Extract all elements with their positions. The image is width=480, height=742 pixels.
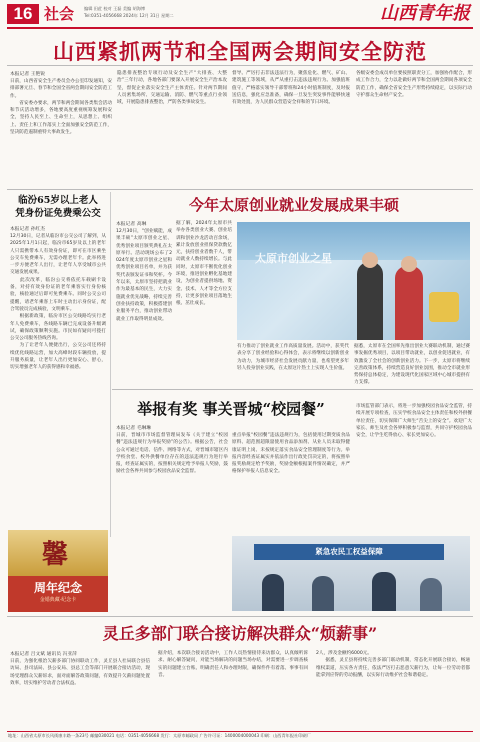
article4-col3: 市场监管部门表示，将进一步加强校园食品安全监管，持续开展专项检查，压实学校食品安全主体责任和校外供餐单位责任，切实保障广大师生“舌尖上的安全”。欢迎广大家长、师生及社会各界积极参与监督，共同守护校园食品安全，让学生吃得放心、家长更加安心。: [356, 404, 472, 439]
person-figure: [395, 266, 423, 340]
article4-col2: 重点举报“校园餐”违法违规行为，包括使用过期变质食品原料、超范围超限量使用食品添加剂、从业人员未取得健康证明上岗、未按规定落实食品安全管理制度等行为。举报内容经查证属实并依法作出行政处罚决定的，将按照举报奖励规定给予奖励，奖励金额根据案件情况确定，并严格保护举报人信息安全。: [232, 433, 350, 475]
article3-col2: 据了解，2024年太原市共举办各类创业大赛、创业培训和创业沙龙活动百余场，累计发放创业担保贷款数亿元，扶持创业者数千人，带动就业人数持续增长。与此同时，太原市不断优化创业环境，推进创业孵化基地建设，为创业者提供场地、资金、技术、人才等全方位支持，让更多创业项目落地生根、茁壮成长。: [176, 221, 232, 307]
person-figure: [420, 578, 442, 611]
article2-title-line1: 临汾65岁以上老人: [18, 195, 98, 206]
ad-subtitle: 金婚典藏·纪念卡: [39, 597, 77, 603]
article3-col3: 有力推动了创业就业工作高质量发展。活动中，获奖代表分享了创业经验和心得体会，表示将继续以创新创业为动力，为城市经济社会发展贡献力量，也希望更多年轻人投身创业实践，在太原这片热土上实现人生价值。: [237, 344, 349, 371]
person-figure: [357, 262, 383, 340]
article4-title: 举报有奖 事关晋城“校园餐”: [137, 400, 325, 418]
footer-rule: [7, 731, 473, 732]
header-rule: [7, 27, 473, 29]
article5-title: 灵丘多部门联合接访解决群众“烦薪事”: [102, 624, 378, 643]
article2-title-line2: 凭身份证免费乘公交: [15, 208, 101, 219]
article3-col1: 12月30日，“创业赋能，成果丰硕”太原市创业之星、优秀创业项目颁奖典礼在太原举行。活动现场公布了2024年度太原市创业之星和优秀创业项目名单，并为获奖代表颁发证书和奖杯。今年以来，太原市坚持把就业作为最基本的民生，大力实施就业优先战略，持续完善创业扶持政策，积极搭建创业服务平台，推动创业带动就业工作取得明显成效。: [116, 229, 172, 322]
article3-title: 今年太原创业就业发展成果丰硕: [188, 196, 399, 214]
article5-col1: 日前，为强化根治欠薪多部门协同联动工作，灵丘县人社局联合县信访局、县司法局、县公安局、县总工会等部门开展联合接访活动，现场受理群众欠薪诉求，面对面解答政策问题，有效提升欠薪问题处置效率，切实维护劳动者合法权益。: [10, 659, 150, 686]
article5-photo: [232, 536, 470, 611]
photo-banner: 紧急农民工权益保障: [254, 544, 444, 560]
person-head: [362, 252, 378, 268]
article3-col4: 据悉，太原市在全国率先推出创业大赛联动机制，通过赛事发掘优秀项目，以项目带动就业，以创业促进就业，有效激发了全社会的创新创业活力。下一步，太原市将继续完善政策体系，持续营造良好创业氛围，推动全市就业形势保持总体稳定，为建设现代化国家区域中心城市提供有力支撑。: [354, 344, 470, 385]
article4-byline: 本报记者 毛琳琳: [116, 426, 152, 431]
article1-col4: 各级安委会成员单位要按照职责分工，加强协作配合，形成工作合力，全力以赴做好两节和全国两会期间各项安全防范工作，确保全省安全生产形势持续稳定，以实际行动守护群众生命财产安全。: [356, 71, 472, 98]
article5-col3: 2人，涉及金额约6000元。 据悉，灵丘县将持续完善多部门联动机制，常态化开展联合接访，畅通维权渠道，压实各方责任，依法严厉打击恶意欠薪行为，让每一位劳动者都能拿到应得的劳动报酬，以实际行动维护社会和谐稳定。: [316, 651, 470, 678]
article5-byline: 本报记者 吕文斌 通讯员 冯亚萍: [10, 652, 77, 657]
contact-line: Tel:0351-4056668 2024年 12月 31日 星期二: [84, 13, 174, 18]
photo-banner-text: 太原市创业之星: [255, 252, 332, 265]
certificate: [429, 292, 459, 322]
person-figure: [312, 576, 334, 611]
article5-col2: 据介绍，本次联合接访活动中，工作人员热情接待来访群众，认真倾听诉求、耐心解答疑问，对能当场解决的问题当场办结，对需要进一步调查核实的问题建立台账、明确责任人和办理时限，确保件件有着落、事事有回音。: [158, 651, 308, 678]
ad-title: 周年纪念: [33, 581, 82, 595]
article2-body: 12月30日，记者从临汾市公交公司了解到，从2025年1月1日起，临汾市65岁及以上的老年人只需携带本人有效身份证，即可在市区乘坐公交车免费乘车，无需办理老年卡。此举将进一步方便老年人出行，让老年人享受城市公共交通发展成果。 此次改革，临汾公交将依托车载刷卡设备，对持有效身份证的老年乘客实行身份核验，核验通过后即可免费乘车。同时公交公司提醒，请老年乘客上车时主动出示身份证，配合驾驶员完成核验，文明乘车。 根据新政策，临汾市区公交线路均实行老年人免费乘车，各线路车辆已完成设备升级调试，确保政策顺利实施。市民如有疑问可拨打公交公司服务热线咨询。 为了让老年人便捷出行，公交公司还将持续优化线路运营，加大高峰时段车辆投放，提升服务质量，让老年人出行更加安心、舒心，切实增强老年人的获得感和幸福感。: [10, 234, 106, 371]
divider: [112, 389, 473, 390]
article1-col2: 隐患排查整治专项行动及安全生产“大排查、大整治”三年行动，各地各部门要深入开展安全生产治本攻坚，督促企业落实安全生产主体责任。针对两节期间人员密集场所、交通运输、消防、燃气等重点行业领域，开展隐患排查整治，严防各类事故发生。: [117, 71, 227, 106]
newspaper-logo: 山西青年报: [380, 3, 470, 24]
article1-col1: 日前，山西省安全生产委员会办公室印发通知，安排部署元旦、春节和全国全省两会期间安全防范工作。 省安委办要求，两节和两会期间各类集会活动和节庆活动增多，各地要高度重视统筹发展和安全，坚持人民至上、生命至上，从思想上、组织上、责任上和工作落实上全面加强安全防范工作，坚决防范遏制重特大事故发生。: [10, 79, 112, 136]
person-figure: [372, 572, 396, 611]
article2-byline: 本报记者 孙红杰: [10, 227, 46, 232]
article3-byline: 本报记者 高琳: [116, 222, 147, 227]
article4-col1: 日前，晋城市市场监督管理局发布《关于建立“校园餐”违法违规行为举报奖励”的公告》。根据公告，社会公众可通过电话、信件、网络等方式，对晋城市辖区内学校食堂、校外供餐单位存在的违法违规行为进行举报，经查证属实的，按照相关规定给予举报人奖励，鼓励社会各界共同参与校园食品安全监督。: [116, 433, 228, 475]
person-figure: [262, 574, 284, 611]
article1-byline: 本报记者 王艳锐: [10, 72, 46, 77]
column-divider: [110, 192, 111, 537]
section-title: 社会: [44, 5, 75, 23]
person-head: [401, 256, 417, 272]
editors-line: 编辑 田荭 校对 王磊 美编 胡海博: [84, 6, 146, 11]
article1-col3: 督导。严厉打击非法违法行为，聚焦危化、燃气、矿山、建筑施工等领域，从严从重打击违法违规行为。加强值班值守，严格落实领导干部带班和24小时值班制度，及时报送信息，强化应急准备，确保一旦发生突发事件能够快速有效处置，为人民群众营造安全祥和的节日环境。: [232, 71, 350, 106]
footer-info: 地址：山西省太原市长风街康丰路一条23号 邮编030021 电话：0351-4056668 发行：太原市邮政局 广告许可证：1400004000043 印刷：山西青年报社印刷厂: [8, 733, 311, 738]
main-headline: 山西紧抓两节和全国两会期间安全防范: [53, 39, 427, 64]
anniversary-ad[interactable]: [8, 530, 108, 612]
ad-big-character: 馨: [42, 540, 69, 570]
divider: [7, 616, 473, 617]
article3-photo: [237, 222, 470, 340]
page-number: 16: [7, 4, 39, 24]
divider: [7, 189, 473, 190]
divider: [7, 65, 473, 66]
